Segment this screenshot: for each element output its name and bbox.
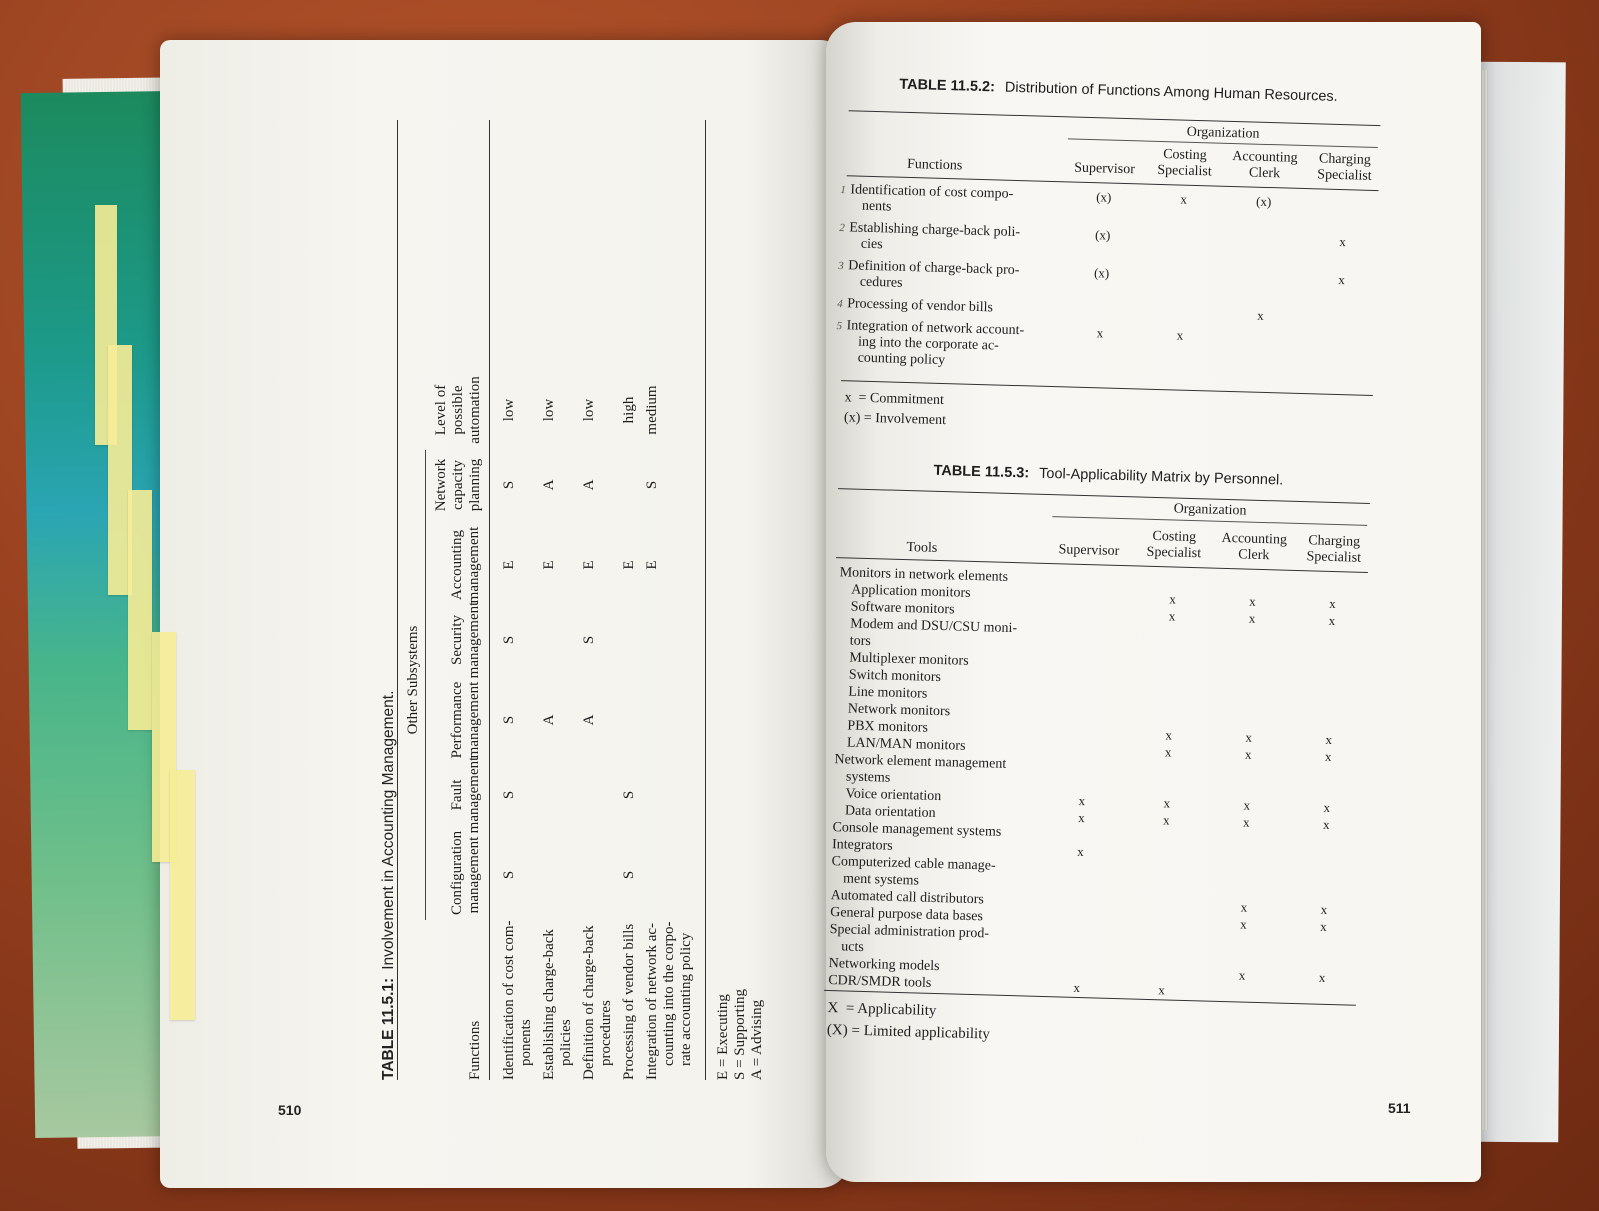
- function-row-2-line-0: Definition of charge-back: [581, 925, 597, 1080]
- cell-0-0: S: [501, 870, 517, 880]
- t2-row-number-0: 1: [840, 184, 847, 197]
- t3-cell-23-2: x: [1238, 967, 1246, 983]
- t3-row-23: Networking models: [828, 956, 940, 975]
- t3-cell-19-2: x: [1240, 899, 1248, 915]
- t2-cell-0-0: (x): [1095, 189, 1112, 205]
- t3-cell-2-2: x: [1248, 610, 1256, 626]
- t3-cell-14-1: x: [1162, 812, 1170, 828]
- t3-col-header-3: Charging: [1308, 533, 1361, 550]
- function-row-3-line-0: Processing of vendor bills: [621, 923, 637, 1080]
- t3-row-14: Data orientation: [844, 803, 936, 821]
- t3-cell-2-3: x: [1328, 612, 1336, 629]
- column-header-2: Performance: [449, 681, 465, 759]
- t3-row-1: Application monitors: [850, 582, 971, 601]
- t2-cell-4-0: x: [1096, 325, 1104, 341]
- t3-col-header-1-line2: Specialist: [1146, 544, 1202, 562]
- t3-cell-14-2: x: [1242, 814, 1250, 830]
- t3-cell-1-3: x: [1329, 595, 1336, 612]
- t3-row-19: Automated call distributors: [830, 888, 985, 908]
- cell-0-4: E: [501, 560, 517, 570]
- table-11-5-3-title: TABLE 11.5.3: Tool-Applicability Matrix by Personnel.: [933, 462, 1284, 489]
- t2-cell-2-0: (x): [1093, 265, 1110, 281]
- t3-row-12: systems: [845, 769, 891, 786]
- t3-row-4: tors: [849, 633, 871, 650]
- t3-cell-13-1: x: [1163, 795, 1171, 811]
- cell-0-1: S: [501, 790, 517, 800]
- t3-row-5: Multiplexer monitors: [849, 650, 969, 669]
- t2-col-header-1: Costing: [1162, 147, 1207, 164]
- column-header-5: Network: [433, 458, 449, 512]
- t3-row-8: Network monitors: [847, 701, 951, 720]
- legend-item-1: S = Supporting: [732, 989, 748, 1080]
- cell-1-4: E: [541, 560, 557, 570]
- t3-group-header: Organization: [1173, 501, 1247, 519]
- t2-cell-3-2: x: [1257, 307, 1264, 323]
- column-header-4: Accounting: [449, 530, 465, 600]
- function-row-4-line-2: rate accounting policy: [678, 932, 694, 1066]
- t2-row-2-line-0: Definition of charge-back pro-: [848, 258, 1020, 279]
- t3-cell-14-3: x: [1322, 816, 1330, 832]
- t3-row-22: ucts: [841, 939, 865, 956]
- group-header-other-subsystems: Other Subsystems: [405, 625, 421, 735]
- t2-col-header-0: Supervisor: [1074, 160, 1136, 178]
- legend-item-2: A = Advising: [749, 999, 765, 1080]
- t2-row-4-line-0: Integration of network account-: [846, 318, 1025, 339]
- t3-cell-20-2: x: [1240, 916, 1247, 932]
- t2-row-2-line-1: cedures: [859, 274, 903, 291]
- column-header-2-line2: management: [466, 681, 482, 759]
- t3-cell-24-1: x: [1158, 982, 1166, 998]
- column-header-0-line2: management: [466, 836, 482, 914]
- t2-row-0-line-0: Identification of cost compo-: [850, 182, 1014, 202]
- t2-row-1-line-1: cies: [860, 236, 883, 253]
- t3-row-11: Network element management: [834, 752, 1007, 772]
- t3-row-10: LAN/MAN monitors: [846, 735, 966, 754]
- left-page-number: 510: [278, 1102, 302, 1118]
- t2-cell-0-2: (x): [1255, 193, 1272, 210]
- t2-row-0-line-1: nents: [861, 198, 892, 215]
- t3-cell-24-0: x: [1073, 979, 1081, 996]
- t3-row-13: Voice orientation: [845, 786, 942, 805]
- column-header-3: Security: [449, 615, 465, 665]
- sticky-note-3: [128, 490, 152, 730]
- cell-3-6: high: [621, 396, 637, 424]
- t2-row-number-4: 5: [836, 320, 843, 333]
- t3-cell-13-3: x: [1323, 799, 1331, 815]
- t3-row-17: Computerized cable manage-: [831, 854, 996, 874]
- column-header-4-line2: management: [466, 526, 482, 604]
- column-header-5-line2: capacity: [450, 460, 466, 510]
- function-row-1-line-0: Establishing charge-back: [541, 929, 557, 1080]
- t3-cell-16-0: x: [1077, 843, 1084, 860]
- t3-cell-9-1: x: [1165, 727, 1173, 743]
- cell-4-6: medium: [644, 385, 660, 435]
- t2-cell-1-3: x: [1339, 234, 1347, 250]
- t3-cell-9-3: x: [1325, 731, 1333, 747]
- t3-row-24: CDR/SMDR tools: [828, 973, 932, 991]
- right-page-number: 511: [1388, 1100, 1411, 1116]
- t3-cell-9-2: x: [1245, 729, 1253, 745]
- t3-legend-0: X = Applicability: [827, 1000, 937, 1020]
- function-row-2-line-1: procedures: [598, 1000, 614, 1066]
- t2-col-header-2-line2: Clerk: [1248, 165, 1281, 182]
- cell-1-2: A: [541, 714, 557, 726]
- cell-2-4: E: [581, 560, 597, 570]
- column-header-6-line2: possible: [450, 385, 466, 435]
- t3-cell-13-0: x: [1078, 792, 1086, 809]
- t3-row-15: Console management systems: [832, 820, 1002, 840]
- cell-0-6: low: [501, 398, 517, 422]
- function-row-0-line-0: Identification of cost com-: [501, 920, 517, 1080]
- t3-cell-13-2: x: [1243, 797, 1251, 813]
- sticky-note-5: [170, 770, 195, 1020]
- header-functions: Functions: [467, 1020, 483, 1080]
- t3-legend-1: (X) = Limited applicability: [826, 1022, 991, 1043]
- column-header-1: Fault: [449, 779, 465, 811]
- t2-cell-0-1: x: [1180, 191, 1188, 207]
- t3-cell-14-0: x: [1077, 809, 1085, 826]
- t3-row-0: Monitors in network elements: [839, 565, 1009, 585]
- table-11-5-2-title: TABLE 11.5.2: Distribution of Functions Among Human Resources.: [899, 76, 1338, 105]
- t3-row-3: Modem and DSU/CSU moni-: [850, 616, 1018, 637]
- t3-col-header-3-line2: Specialist: [1306, 549, 1362, 566]
- t2-row-1-line-0: Establishing charge-back poli-: [849, 220, 1021, 241]
- t2-header-functions: Functions: [906, 156, 963, 174]
- function-row-4-line-1: counting into the corpo-: [661, 921, 677, 1066]
- t2-row-3-line-0: Processing of vendor bills: [846, 296, 994, 316]
- cell-1-5: A: [541, 479, 557, 491]
- t2-row-4-line-2: counting policy: [857, 350, 946, 369]
- t3-row-21: Special administration prod-: [829, 922, 990, 942]
- t2-col-header-3-line2: Specialist: [1317, 167, 1372, 184]
- function-row-1-line-1: policies: [558, 1019, 574, 1066]
- t2-cell-2-3: x: [1338, 272, 1346, 288]
- function-row-0-line-1: ponents: [518, 1019, 534, 1066]
- cell-4-5: S: [644, 480, 660, 490]
- t3-cell-10-3: x: [1324, 748, 1332, 764]
- t2-row-4-line-1: ing into the corporate ac-: [857, 334, 1000, 354]
- t2-cell-4-1: x: [1176, 327, 1184, 343]
- cell-0-5: S: [501, 480, 517, 490]
- t3-row-6: Switch monitors: [848, 667, 942, 686]
- cell-2-2: A: [581, 714, 597, 726]
- cell-2-6: low: [581, 398, 597, 422]
- column-header-5-line3: planning: [467, 458, 483, 512]
- t3-col-header-2: Accounting: [1221, 530, 1288, 548]
- column-header-0: Configuration: [449, 830, 465, 915]
- t3-cell-19-3: x: [1320, 901, 1328, 917]
- cell-2-3: S: [581, 635, 597, 645]
- t3-col-header-2-line2: Clerk: [1238, 547, 1270, 564]
- column-header-6-line3: automation: [467, 376, 483, 444]
- t2-cell-1-0: (x): [1094, 227, 1111, 243]
- t3-header-tools: Tools: [906, 540, 938, 556]
- t2-row-number-1: 2: [839, 222, 845, 235]
- t2-row-number-2: 3: [838, 260, 844, 273]
- t3-cell-1-1: x: [1169, 591, 1177, 607]
- legend-item-0: E = Executing: [715, 994, 731, 1080]
- column-header-6: Level of: [433, 384, 449, 436]
- t3-row-9: PBX monitors: [847, 718, 929, 736]
- t3-row-7: Line monitors: [848, 684, 928, 702]
- t2-col-header-2: Accounting: [1232, 148, 1298, 166]
- t3-col-header-0: Supervisor: [1058, 542, 1120, 559]
- cell-3-4: E: [621, 560, 637, 570]
- cell-4-4: E: [644, 560, 660, 570]
- t3-row-20: General purpose data bases: [829, 905, 984, 925]
- column-header-3-line2: management: [466, 601, 482, 679]
- function-row-4-line-0: Integration of network ac-: [644, 922, 660, 1080]
- cell-0-2: S: [501, 715, 517, 725]
- t3-row-16: Integrators: [831, 837, 893, 854]
- t3-cell-23-3: x: [1318, 969, 1326, 985]
- cell-1-6: low: [541, 398, 557, 422]
- t3-cell-1-2: x: [1249, 593, 1257, 609]
- table-11-5-1: [265, 120, 765, 1080]
- t2-row-number-3: 4: [837, 298, 843, 311]
- t2-group-header: Organization: [1186, 124, 1260, 142]
- t3-cell-2-1: x: [1168, 608, 1176, 624]
- t2-legend-0: x = Commitment: [844, 390, 945, 409]
- t3-row-18: ment systems: [842, 871, 920, 889]
- t3-row-2: Software monitors: [850, 599, 955, 618]
- cell-0-3: S: [501, 635, 517, 645]
- table-11-5-1-title: TABLE 11.5.1:Involvement in Accounting Management.: [380, 690, 397, 1080]
- t3-cell-10-2: x: [1244, 746, 1252, 762]
- cell-3-0: S: [621, 870, 637, 880]
- t2-legend-1: (x) = Involvement: [843, 410, 947, 429]
- t2-col-header-1-line2: Specialist: [1157, 162, 1212, 180]
- cell-3-1: S: [621, 790, 637, 800]
- t2-col-header-3: Charging: [1318, 151, 1372, 168]
- t3-cell-20-3: x: [1320, 918, 1327, 934]
- t3-col-header-1: Costing: [1152, 528, 1197, 546]
- t3-cell-10-1: x: [1164, 744, 1172, 760]
- column-header-1-line2: management: [466, 756, 482, 834]
- cell-2-5: A: [581, 479, 597, 491]
